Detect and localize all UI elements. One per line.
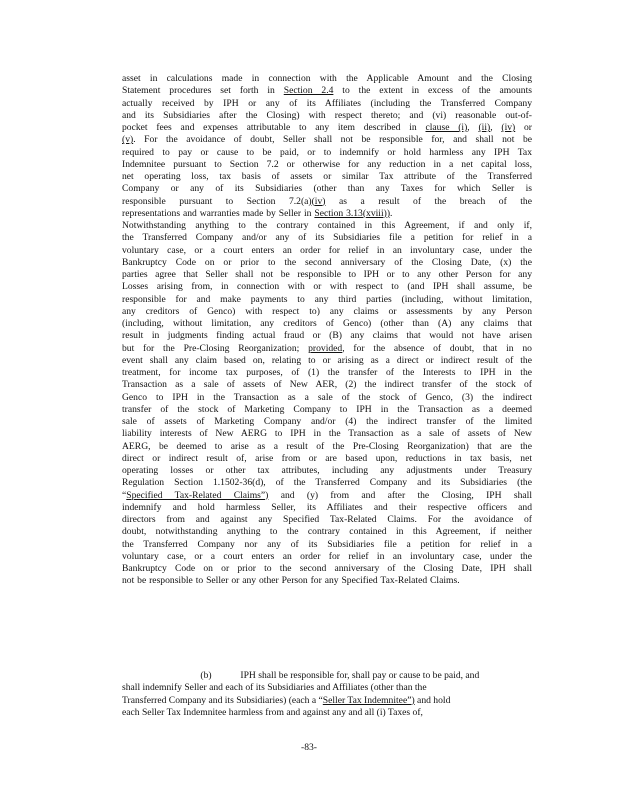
text-line: representations and warranties made by Seller in Section 3.13(xviii)). [122,207,393,219]
text-line: (v). For the avoidance of doubt, Seller shall not be responsible for, and shall not be [122,134,532,146]
text-line: sale of assets of Marketing Company and/or (4) the indirect transfer of the limited [122,416,532,427]
text-line: event shall any claim based on, relating to or arising as a direct or indirect result of the [122,354,532,366]
paragraph-b-label: (b) [200,670,212,681]
cross-reference: (v) [122,134,134,146]
text-line: indemnify and hold harmless Seller, its Affiliates and their respective officers and [122,501,532,513]
text-line: Bankruptcy Code on or prior to the second anniversary of the Closing Date, IPH shall [122,563,532,574]
text-line: required to pay or cause to be paid, or to indemnify or hold harmless any IPH Tax [122,146,532,158]
text-line: pocket fees and expenses attributable to any item described in clause (i), (ii), (iv) or [122,122,532,133]
cross-reference: Section 3.13(xviii)) [314,207,391,219]
paragraph-b-line-3: Transferred Company and its Subsidiaries) (each a “Seller Tax Indemnitee”) and hold [122,694,451,706]
text-line: responsible pursuant to Section 7.2(a)(iv) as a result of the breach of the [122,195,532,207]
text-line: Genco to IPH in the Transaction as a sale of the stock of Genco, (3) the indirect [122,391,532,403]
text-line: direct or indirect result of, arise from or are based upon, reductions in tax basis, net [122,452,532,464]
text-line: responsible for and make payments to any third parties (including, without limitation, [122,293,532,305]
text-line: Transaction as a sale of assets of New AER, (2) the indirect transfer of the stock of [122,379,532,391]
text-line: asset in calculations made in connection with the Applicable Amount and the Closing [122,73,532,84]
cross-reference: (ii) [478,122,491,133]
text-line: Statement procedures set forth in Section 2.4 to the extent in excess of the amounts [122,85,532,97]
text-line: voluntary case, or a court enters an order for relief in an involuntary case, under the [122,244,532,256]
text-line: (including, without limitation, any creditors of Genco) (other than (A) any claims that [122,318,532,329]
text-line: the Transferred Company and/or any of its Subsidiaries file a petition for relief in a [122,232,532,244]
cross-reference: clause (i) [425,122,468,133]
cross-reference: Specified Tax-Related Claims”) [126,489,269,501]
text-line: directors from and against any Specified Tax-Related Claims. For the avoidance of [122,514,532,525]
text-line: treatment, for income tax purposes, of (1) the transfer of the Interests to IPH in the [122,367,532,378]
text-line: Bankruptcy Code on or prior to the second anniversary of the Closing Date, (x) the [122,256,532,268]
text-line: result in judgments finding actual fraud or (B) any claims that would not have arisen [122,330,532,342]
text-line: net operating loss, tax basis of assets or similar Tax attribute of the Transferred [122,171,532,182]
cross-reference: Section 2.4 [283,85,334,97]
main-paragraph [122,73,532,588]
paragraph-b-line-4: each Seller Tax Indemnitee harmless from and against any and all (i) Taxes of, [122,706,423,718]
page-number: -83- [301,742,317,753]
text-line: actually received by IPH or any of its Affiliates (including the Transferred Company [122,97,532,109]
paragraph-b-line-2: shall indemnify Seller and each of its Subsidiaries and Affiliates (other than the [122,682,427,694]
paragraph-b-first-line [122,670,532,682]
text-line: Regulation Section 1.1502-36(d), of the Transferred Company and its Subsidiaries (the [122,477,532,489]
text-line: parties agree that Seller shall not be responsible to IPH or to any other Person for any [122,269,532,280]
text-line: Losses arising from, in connection with or with respect to (and IPH shall assume, be [122,281,532,293]
text-line: Indemnitee pursuant to Section 7.2 or otherwise for any reduction in a net capital loss, [122,158,532,170]
text-line: voluntary case, or a court enters an order for relief in an involuntary case, under the [122,550,532,562]
text-line: not be responsible to Seller or any other Person for any Specified Tax-Related Claims. [122,575,460,587]
defined-term: Seller Tax Indemnitee”) [322,694,415,706]
cross-reference: (iv) [311,195,326,207]
text-line: any creditors of Genco) with respect to) any claims or assessments by any Person [122,305,532,317]
text-line: doubt, notwithstanding anything to the contrary contained in this Agreement, if neither [122,526,532,538]
text-line: operating losses or other tax attributes, including any adjustments under Treasury [122,465,532,476]
paragraph-b [122,670,532,719]
text-line: liability interests of New AERG to IPH in the Transaction as a sale of assets of New [122,428,532,440]
text-line: “Specified Tax-Related Claims”) and (y) from and after the Closing, IPH shall [122,489,533,501]
text-line: transfer of the stock of Marketing Company to IPH in the Transaction as a deemed [122,403,532,415]
text-line: Company or any of its Subsidiaries (other than any Taxes for which Seller is [122,183,532,195]
text-line: the Transferred Company nor any of its Subsidiaries file a petition for relief in a [122,538,532,550]
text-line: Notwithstanding anything to the contrary contained in this Agreement, if and only if, [122,220,532,231]
text-line: AERG, be deemed to arise as a result of the Pre-Closing Reorganization) that are the [122,440,532,452]
cross-reference: provided [308,342,343,354]
text-line: and its Subsidiaries after the Closing) with respect thereto; and (vi) reasonable out-of- [122,109,532,121]
paragraph-b-line-1: IPH shall be responsible for, shall pay or cause to be paid, and [240,670,480,681]
text-line: but for the Pre-Closing Reorganization; provided, for the absence of doubt, that in no [122,342,532,354]
cross-reference: (iv) [501,122,516,133]
